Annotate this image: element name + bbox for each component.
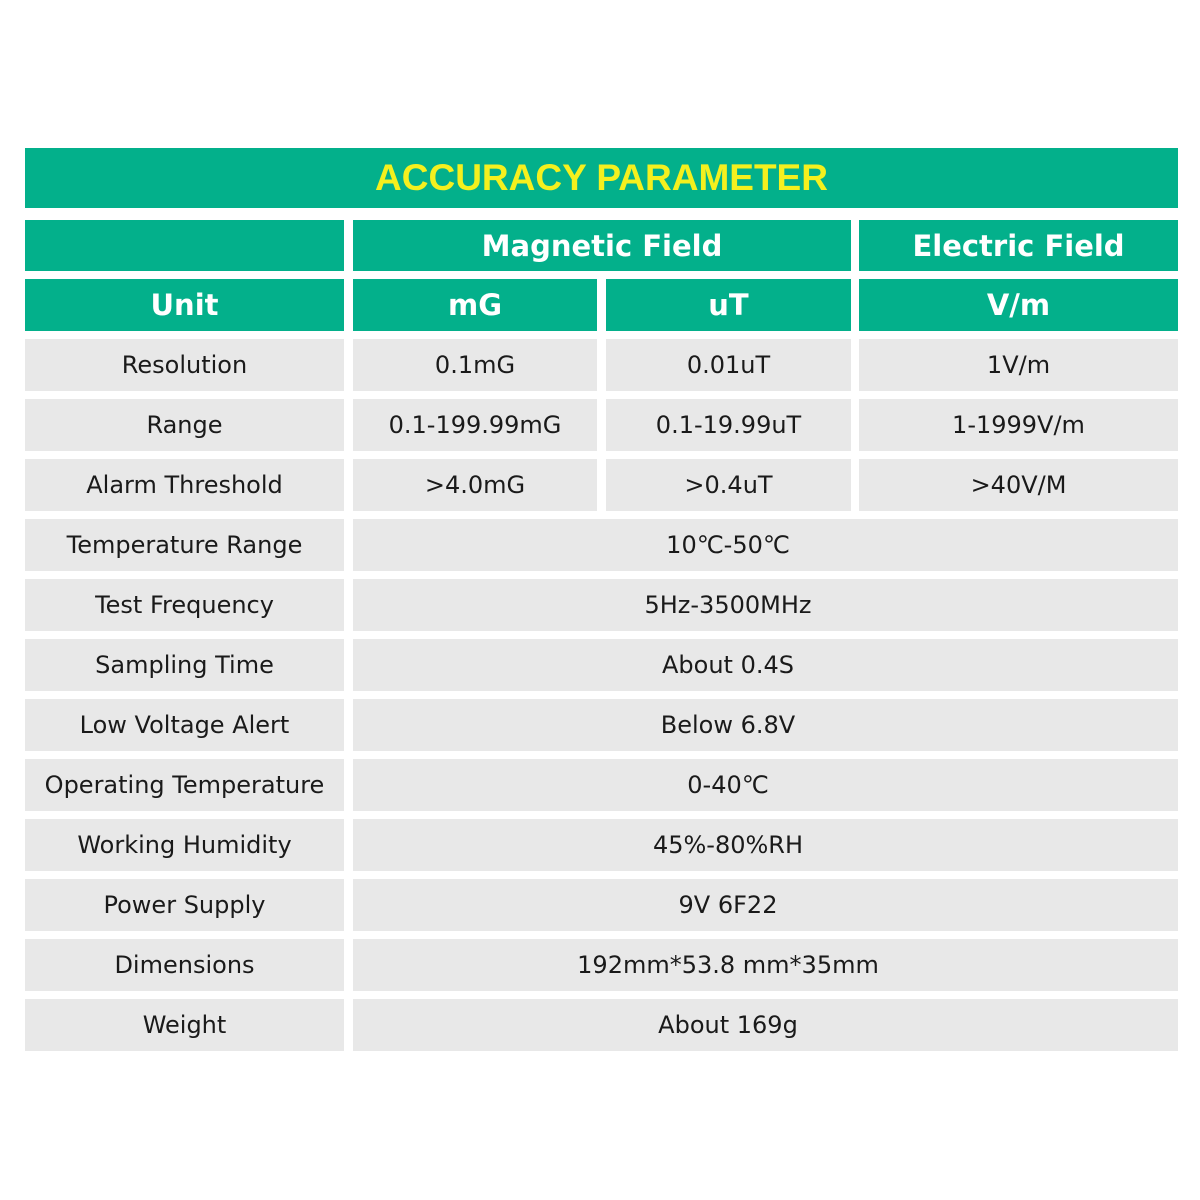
row-label: Temperature Range — [25, 519, 344, 571]
row-label: Dimensions — [25, 939, 344, 991]
row-value: 45%-80%RH — [353, 819, 1178, 871]
row-value: 192mm*53.8 mm*35mm — [353, 939, 1178, 991]
ut-value: >0.4uT — [606, 459, 851, 511]
unit-vm: V/m — [859, 279, 1178, 331]
vm-value: 1-1999V/m — [859, 399, 1178, 451]
ut-value: 0.1-19.99uT — [606, 399, 851, 451]
row-value: 10℃-50℃ — [353, 519, 1178, 571]
row-label: Power Supply — [25, 879, 344, 931]
row-label: Operating Temperature — [25, 759, 344, 811]
row-value: 0-40℃ — [353, 759, 1178, 811]
row-label: Range — [25, 399, 344, 451]
vm-value: 1V/m — [859, 339, 1178, 391]
row-value: About 169g — [353, 999, 1178, 1051]
magnetic-field-header: Magnetic Field — [353, 220, 851, 271]
row-label: Working Humidity — [25, 819, 344, 871]
row-label: Test Frequency — [25, 579, 344, 631]
row-label: Weight — [25, 999, 344, 1051]
electric-field-header: Electric Field — [859, 220, 1178, 271]
row-label: Low Voltage Alert — [25, 699, 344, 751]
vm-value: >40V/M — [859, 459, 1178, 511]
mg-value: 0.1-199.99mG — [353, 399, 597, 451]
mg-value: 0.1mG — [353, 339, 597, 391]
row-label: Sampling Time — [25, 639, 344, 691]
row-value: About 0.4S — [353, 639, 1178, 691]
ut-value: 0.01uT — [606, 339, 851, 391]
unit-ut: uT — [606, 279, 851, 331]
unit-mg: mG — [353, 279, 597, 331]
row-label: Resolution — [25, 339, 344, 391]
table-title: ACCURACY PARAMETER — [25, 148, 1178, 208]
row-label: Alarm Threshold — [25, 459, 344, 511]
row-value: Below 6.8V — [353, 699, 1178, 751]
row-value: 9V 6F22 — [353, 879, 1178, 931]
unit-label: Unit — [25, 279, 344, 331]
header-blank-cell — [25, 220, 344, 271]
mg-value: >4.0mG — [353, 459, 597, 511]
row-value: 5Hz-3500MHz — [353, 579, 1178, 631]
